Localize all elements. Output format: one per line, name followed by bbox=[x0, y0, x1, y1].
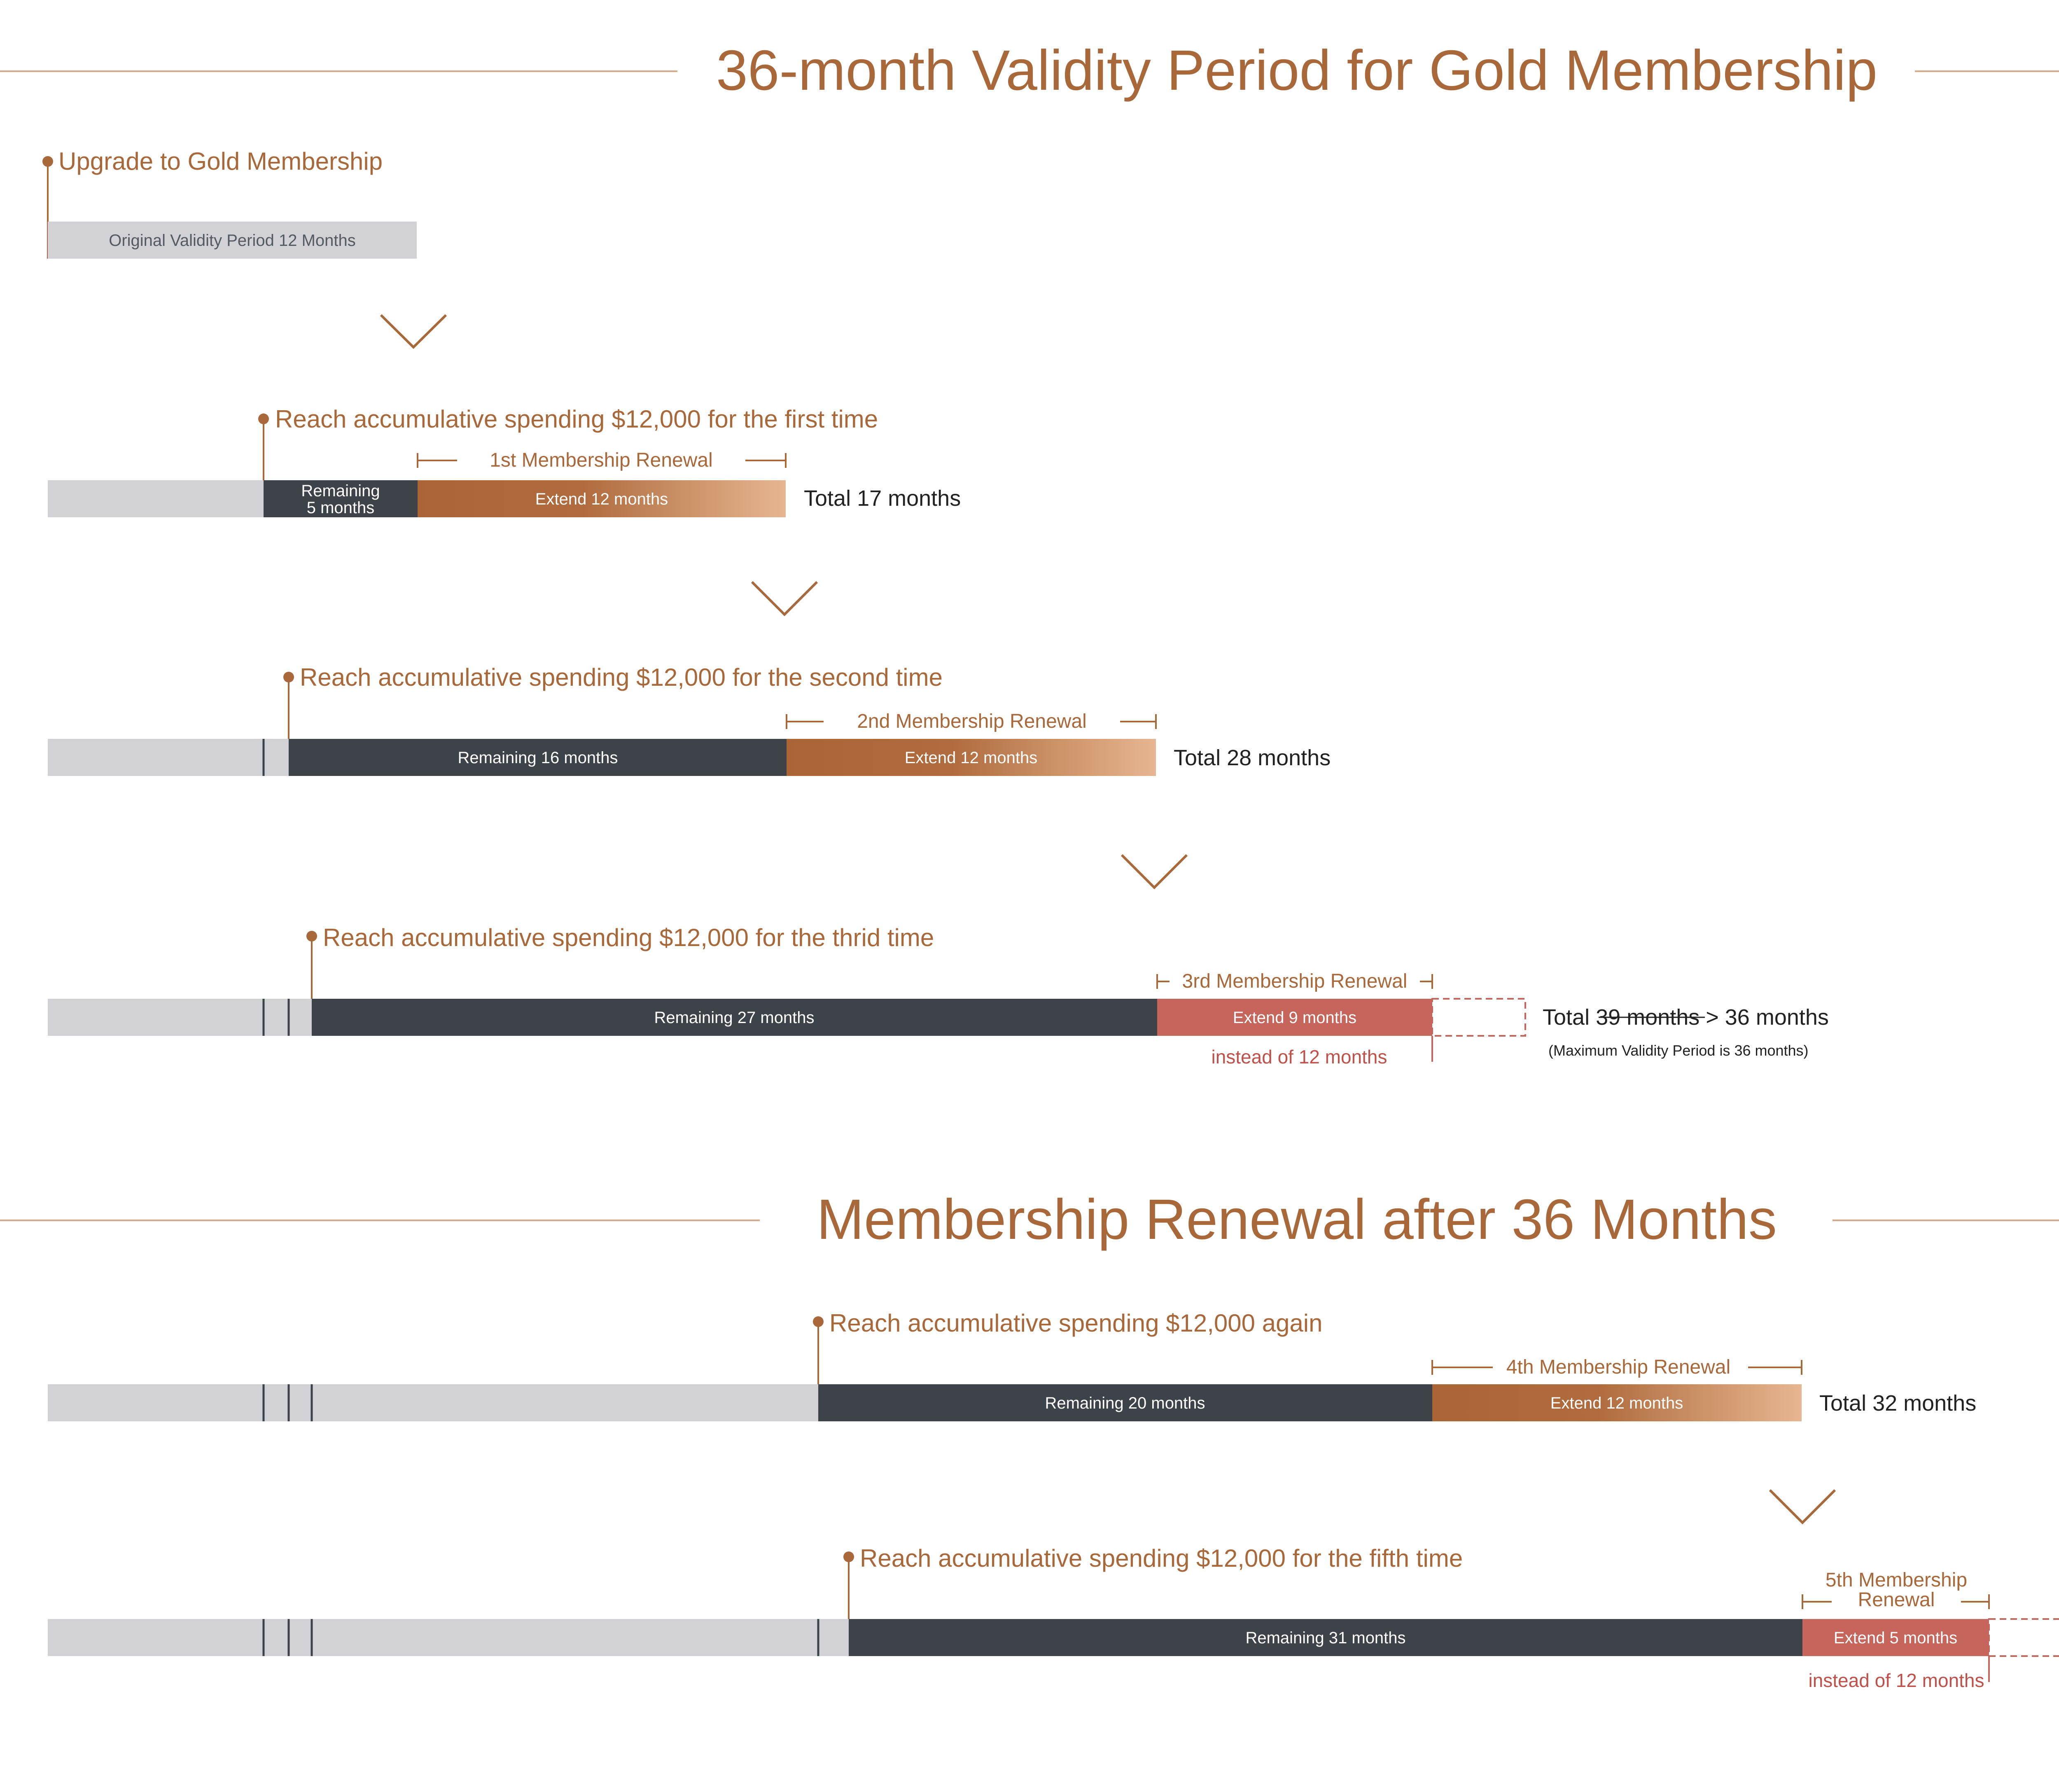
instead-label: instead of 12 months bbox=[1211, 1046, 1387, 1068]
step-third-renewal bbox=[48, 924, 1829, 1068]
instead-label: instead of 12 months bbox=[1808, 1670, 1984, 1691]
chevron-down-icon bbox=[1770, 1490, 1835, 1523]
extend-label: Extend 9 months bbox=[1233, 1009, 1357, 1027]
max-validity-note: (Maximum Validity Period is 36 months) bbox=[1548, 1042, 1809, 1059]
extend-label: Extend 12 months bbox=[535, 490, 668, 508]
section-title-validity: 36-month Validity Period for Gold Membership bbox=[716, 39, 1878, 102]
excess-dashed-box bbox=[1989, 1619, 2059, 1656]
elapsed-bar bbox=[48, 1384, 818, 1421]
renewal-label-line2: Renewal bbox=[1858, 1589, 1935, 1611]
event-label: Reach accumulative spending $12,000 again bbox=[829, 1309, 1323, 1337]
renewal-label: 4th Membership Renewal bbox=[1506, 1356, 1731, 1378]
renewal-label: 2nd Membership Renewal bbox=[857, 710, 1087, 732]
event-label: Reach accumulative spending $12,000 for the first time bbox=[275, 405, 878, 433]
total-label: Total 32 months bbox=[1819, 1391, 1977, 1416]
original-validity-label: Original Validity Period 12 Months bbox=[109, 231, 356, 250]
event-label: Reach accumulative spending $12,000 for the thrid time bbox=[323, 924, 934, 951]
event-label: Upgrade to Gold Membership bbox=[58, 147, 383, 175]
extend-label: Extend 5 months bbox=[1833, 1629, 1958, 1647]
step-first-renewal bbox=[48, 405, 961, 517]
step-fourth-renewal bbox=[48, 1309, 1976, 1421]
extend-label: Extend 12 months bbox=[1550, 1394, 1683, 1412]
renewal-label-line1: 5th Membership bbox=[1825, 1569, 1968, 1591]
step-upgrade bbox=[42, 147, 417, 259]
elapsed-bar bbox=[48, 1619, 849, 1656]
chevron-down-icon bbox=[381, 315, 446, 347]
remaining-label: Remaining 20 months bbox=[1045, 1394, 1205, 1412]
total-struck: 39 months bbox=[1596, 1005, 1700, 1030]
renewal-label: 1st Membership Renewal bbox=[490, 449, 713, 471]
total-label: Total 28 months bbox=[1174, 745, 1331, 770]
remaining-label: Remaining 27 months bbox=[654, 1009, 815, 1027]
chevron-down-icon bbox=[752, 582, 817, 614]
excess-dashed-box bbox=[1432, 999, 1525, 1036]
event-label: Reach accumulative spending $12,000 for the second time bbox=[300, 664, 943, 691]
chevron-down-icon bbox=[1122, 855, 1187, 888]
remaining-label-line1: Remaining bbox=[301, 482, 380, 500]
remaining-label-line2: 5 months bbox=[306, 499, 375, 517]
total-suffix: > 36 months bbox=[1699, 1005, 1829, 1030]
extend-label: Extend 12 months bbox=[904, 749, 1038, 767]
total-prefix: Total bbox=[1543, 1005, 1596, 1030]
step-fifth-renewal bbox=[48, 1544, 2059, 1691]
remaining-label: Remaining 31 months bbox=[1245, 1629, 1406, 1647]
section-title-renewal: Membership Renewal after 36 Months bbox=[817, 1188, 1777, 1251]
event-label: Reach accumulative spending $12,000 for the fifth time bbox=[860, 1544, 1463, 1572]
renewal-label: 3rd Membership Renewal bbox=[1182, 970, 1408, 992]
elapsed-bar bbox=[48, 999, 312, 1036]
step-second-renewal bbox=[48, 664, 1331, 776]
elapsed-bar bbox=[48, 739, 289, 776]
elapsed-bar bbox=[48, 480, 264, 517]
total-label: Total 17 months bbox=[804, 486, 961, 511]
remaining-label: Remaining 16 months bbox=[458, 749, 618, 767]
